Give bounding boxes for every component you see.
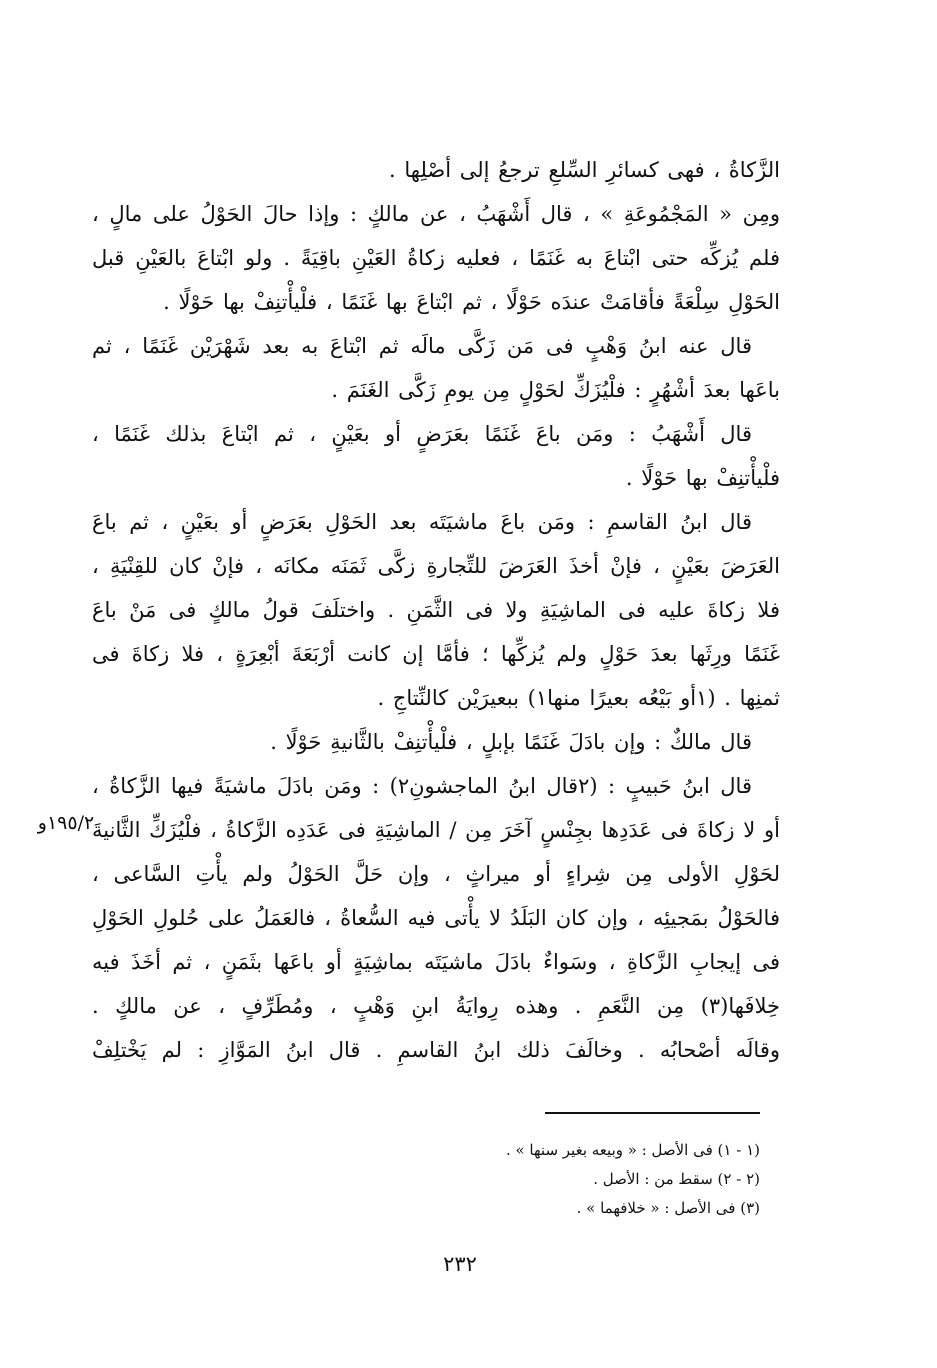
text-line: فلم يُزكِّه حتى ابْتاعَ به غَنَمًا ، فعليه زكاةُ العَيْنِ باقِيَةً . ولو ابْتاعَ بالعَيْنِ قبل bbox=[92, 246, 780, 270]
text-line: فالحَوْلُ بمَجيئِه ، وإن كان البَلَدُ لا يأْتى فيه السُّعاةُ ، فالعَمَلُ على حُلولِ الحَوْلِ bbox=[92, 906, 780, 930]
footnotes bbox=[440, 1136, 760, 1223]
text-line: خِلافَها(٣) مِن النَّعَمِ . وهذه رِوايَةُ ابنِ وَهْبٍ ، ومُطَرِّفٍ ، عن مالكٍ . bbox=[92, 994, 780, 1018]
text-line: باعَها بعدَ أشْهُرٍ : فلْيُزَكِّ لحَوْلٍ مِن يومِ زَكَّى الغَنَمَ . bbox=[331, 378, 780, 402]
text-line: قال ابنُ حَبيبٍ : (٢قال ابنُ الماجشونِ٢) : ومَن بادَلَ ماشيَةً فيها الزَّكاةُ ، bbox=[92, 774, 752, 798]
text-line: العَرَضَ بعَيْنٍ ، فإنْ أخذَ العَرَضَ للتِّجارةِ زكَّى ثَمَنَه مكانَه ، فإنْ كان للقِنْيَةِ ، bbox=[92, 554, 780, 578]
text-line: غَنَمًا ورِثَها بعدَ حَوْلٍ ولم يُزكِّها ؛ فأمَّا إن كانت أرْبَعَةَ أبْعِرَةٍ ، فلا زكاةَ فى bbox=[92, 642, 780, 666]
footnote: (٢ - ٢) سقط من : الأصل . bbox=[593, 1170, 760, 1188]
text-line: ثمنِها . (١أو بَيْعُه بعيرًا منها١) ببعيرَيْن كالنِّتاجِ . bbox=[377, 686, 780, 710]
text-line: قال ابنُ القاسمِ : ومَن باعَ ماشيَتَه بعد الحَوْلِ بعَرَضٍ أو بعَيْنٍ ، ثم باعَ bbox=[92, 510, 752, 534]
text-line: الحَوْلِ سِلْعَةً فأقامَتْ عندَه حَوْلًا ، ثم ابْتاعَ بها غَنَمًا ، فلْيأْتنِفْ بها حَوْلًا . bbox=[163, 290, 780, 314]
footnote: (٣) فى الأصل : « خلافهما » . bbox=[576, 1199, 760, 1217]
text-line: لحَوْلِ الأولى مِن شِراءٍ أو ميراثٍ ، وإن حَلَّ الحَوْلُ ولم يأْتِ السَّاعى ، bbox=[92, 862, 780, 886]
text-line: قال مالكٌ : وإن بادَلَ غَنَمًا بإبلٍ ، فلْيأْتنِفْ بالثَّانيةِ حَوْلًا . bbox=[270, 730, 752, 754]
text-line: قال عنه ابنُ وَهْبٍ فى مَن زَكَّى مالَه ثم ابْتاعَ به بعد شَهْرَيْن غَنَمًا ، ثم bbox=[92, 334, 752, 358]
text-line: الزَّكاةُ ، فهى كسائرِ السِّلعِ ترجعُ إلى أصْلِها . bbox=[389, 158, 780, 182]
text-line: فلا زكاةَ عليه فى الماشِيَةِ ولا فى الثَّمَنِ . واختلَفَ قولُ مالكٍ فى مَنْ باعَ bbox=[92, 598, 780, 622]
manuscript-folio-reference: ١٩٥/٢و bbox=[37, 812, 95, 834]
page-number: ٢٣٢ bbox=[443, 1252, 477, 1276]
text-line: ومِن « المَجْمُوعَةِ » ، قال أَشْهَبُ ، عن مالكٍ : وإذا حالَ الحَوْلُ على مالٍ ، bbox=[92, 202, 780, 226]
text-line: قال أَشْهَبُ : ومَن باعَ غَنَمًا بعَرَضٍ أو بعَيْنٍ ، ثم ابْتاعَ بذلك غَنَمًا ، bbox=[92, 422, 752, 446]
main-text bbox=[92, 148, 780, 1072]
footnote-separator bbox=[545, 1112, 760, 1114]
text-line: فلْيأْتنِفْ بها حَوْلًا . bbox=[625, 466, 780, 490]
footnote: (١ - ١) فى الأصل : « وبيعه بغير سنها » . bbox=[505, 1141, 760, 1159]
text-line: وقالَه أصْحابُه . وخالَفَ ذلك ابنُ القاسمِ . قال ابنُ المَوَّازِ : لم يَخْتلِفْ bbox=[92, 1038, 780, 1062]
text-line: أو لا زكاةَ فى عَدَدِها بجِنْسٍ آخَرَ مِن / الماشِيَةِ فى عَدَدِه الزَّكاةُ ، فلْيُزَكِّ الثَّانيةَ bbox=[92, 818, 780, 842]
text-line: فى إيجابِ الزَّكاةِ ، وسَواءٌ بادَلَ ماشيَتَه بماشِيَةٍ أو باعَها بثَمَنٍ ، ثم أخَذَ فيه bbox=[92, 950, 780, 974]
